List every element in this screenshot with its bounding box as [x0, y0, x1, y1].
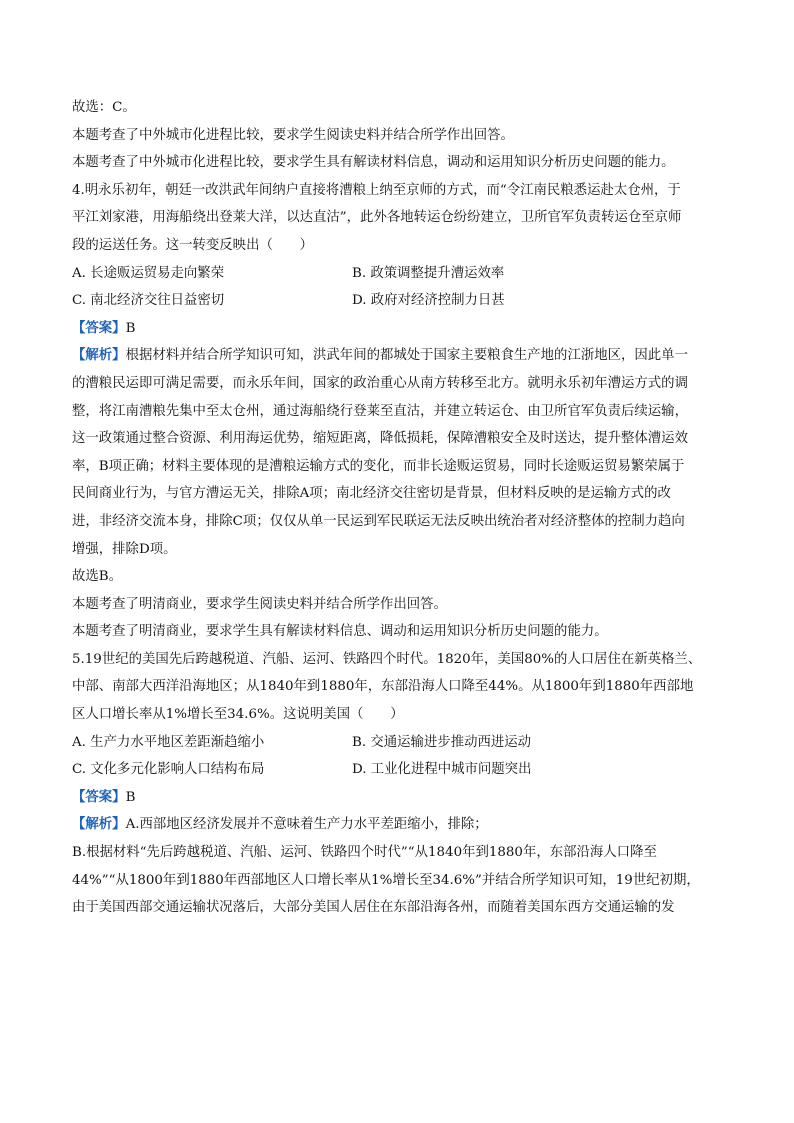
review-line: 本题考查了中外城市化进程比较，要求学生具有解读材料信息，调动和运用知识分析历史问题的能力。	[72, 155, 675, 171]
option-a: A. 长途贩运贸易走向繁荣	[72, 265, 225, 281]
analysis-tag: 【解析】	[72, 347, 126, 364]
question-stem-line: 段的运送任务。这一转变反映出（ ）	[72, 237, 314, 253]
options-row	[72, 290, 722, 311]
document-page	[72, 97, 722, 925]
answer-tag: 【答案】	[72, 788, 126, 805]
analysis-line: 率，B项正确；材料主要体现的是漕粮运输方式的变化，而非长途贩运贸易，同时长途贩运贸易繁荣属于	[72, 458, 685, 474]
review-line: 本题考查了明清商业，要求学生具有解读材料信息、调动和运用知识分析历史问题的能力。	[72, 624, 608, 640]
option-b: B. 政策调整提升漕运效率	[352, 265, 505, 281]
option-c: C. 文化多元化影响人口结构布局	[72, 762, 265, 778]
option-b: B. 交通运输进步推动西进运动	[352, 734, 532, 750]
analysis-line: 这一政策通过整合资源、利用海运优势，缩短距离，降低损耗，保障漕粮安全及时送达，提升整体漕运效	[72, 431, 688, 447]
option-a: A. 生产力水平地区差距渐趋缩小	[72, 734, 265, 750]
question-stem-line: 4.明永乐初年，朝廷一改洪武年间纳户直接将漕粮上纳至京师的方式，而“令江南民粮悉运赴太仓州，于	[72, 182, 681, 198]
analysis-line: 进，非经济交流本身，排除C项；仅仅从单一民运到军民联运无法反映出统治者对经济整体的控制力趋向	[72, 513, 685, 529]
analysis-row	[72, 345, 722, 366]
analysis-tag: 【解析】	[72, 816, 126, 833]
answer-line: 故选：C。	[72, 100, 136, 115]
answer-row	[72, 318, 722, 339]
option-c: C. 南北经济交往日益密切	[72, 293, 225, 309]
analysis-line: 整，将江南漕粮先集中至太仓州，通过海船绕行登莱至直沽，并建立转运仓、由卫所官军负责后续运输，	[72, 403, 688, 419]
conclusion-line: 故选B。	[72, 569, 123, 585]
analysis-text: 根据材料并结合所学知识可知，洪武年间的都城处于国家主要粮食生产地的江浙地区，因此单一	[125, 348, 688, 364]
question-stem-line: 5.19世纪的美国先后跨越税道、汽船、运河、铁路四个时代。1820年，美国80%的人口居住在新英格兰、	[72, 651, 702, 667]
analysis-line: 的漕粮民运即可满足需要，而永乐年间，国家的政治重心从南方转移至北方。就明永乐初年漕运方式的调	[72, 375, 688, 391]
answer-value: B	[125, 789, 136, 805]
options-row	[72, 263, 722, 284]
answer-value: B	[125, 320, 136, 336]
analysis-line: 民间商业行为，与官方漕运无关，排除A项；南北经济交往密切是背景，但材料反映的是运输方式的改	[72, 486, 671, 502]
answer-row	[72, 787, 722, 808]
question-5	[72, 649, 722, 918]
answer-tag: 【答案】	[72, 319, 126, 336]
question-stem-line: 中部、南部大西洋沿海地区；从1840年到1880年，东部沿海人口降至44%。从1800年到1880年西部地	[72, 679, 694, 695]
analysis-row	[72, 814, 722, 835]
option-d: D. 工业化进程中城市问题突出	[352, 762, 532, 778]
analysis-line: B.根据材料“先后跨越税道、汽船、运河、铁路四个时代”“从1840年到1880年，东部沿海人口降至	[72, 845, 657, 861]
question-stem-line: 平江刘家港，用海船绕出登莱大洋，以达直沽”，此外各地转运仓纷纷建立，卫所官军负责转运仓至京师	[72, 210, 682, 226]
options-row	[72, 759, 722, 780]
options-row	[72, 732, 722, 753]
analysis-line: 增强，排除D项。	[72, 541, 177, 557]
analysis-line: 由于美国西部交通运输状况落后，大部分美国人居住在东部沿海各州，而随着美国东西方交通运输的发	[72, 900, 675, 916]
review-line: 本题考查了明清商业，要求学生阅读史料并结合所学作出回答。	[72, 596, 447, 612]
review-line: 本题考查了中外城市化进程比较，要求学生阅读史料并结合所学作出回答。	[72, 127, 514, 143]
analysis-line: 44%”“从1800年到1880年西部地区人口增长率从1%增长至34.6%”并结合所学知识可知，19世纪初期，	[72, 872, 700, 888]
question-4	[72, 180, 722, 643]
question-stem-line: 区人口增长率从1%增长至34.6%。这说明美国（ ）	[72, 707, 404, 723]
analysis-text: A.西部地区经济发展并不意味着生产力水平差距缩小，排除；	[125, 817, 488, 833]
option-d: D. 政府对经济控制力日甚	[352, 293, 505, 309]
